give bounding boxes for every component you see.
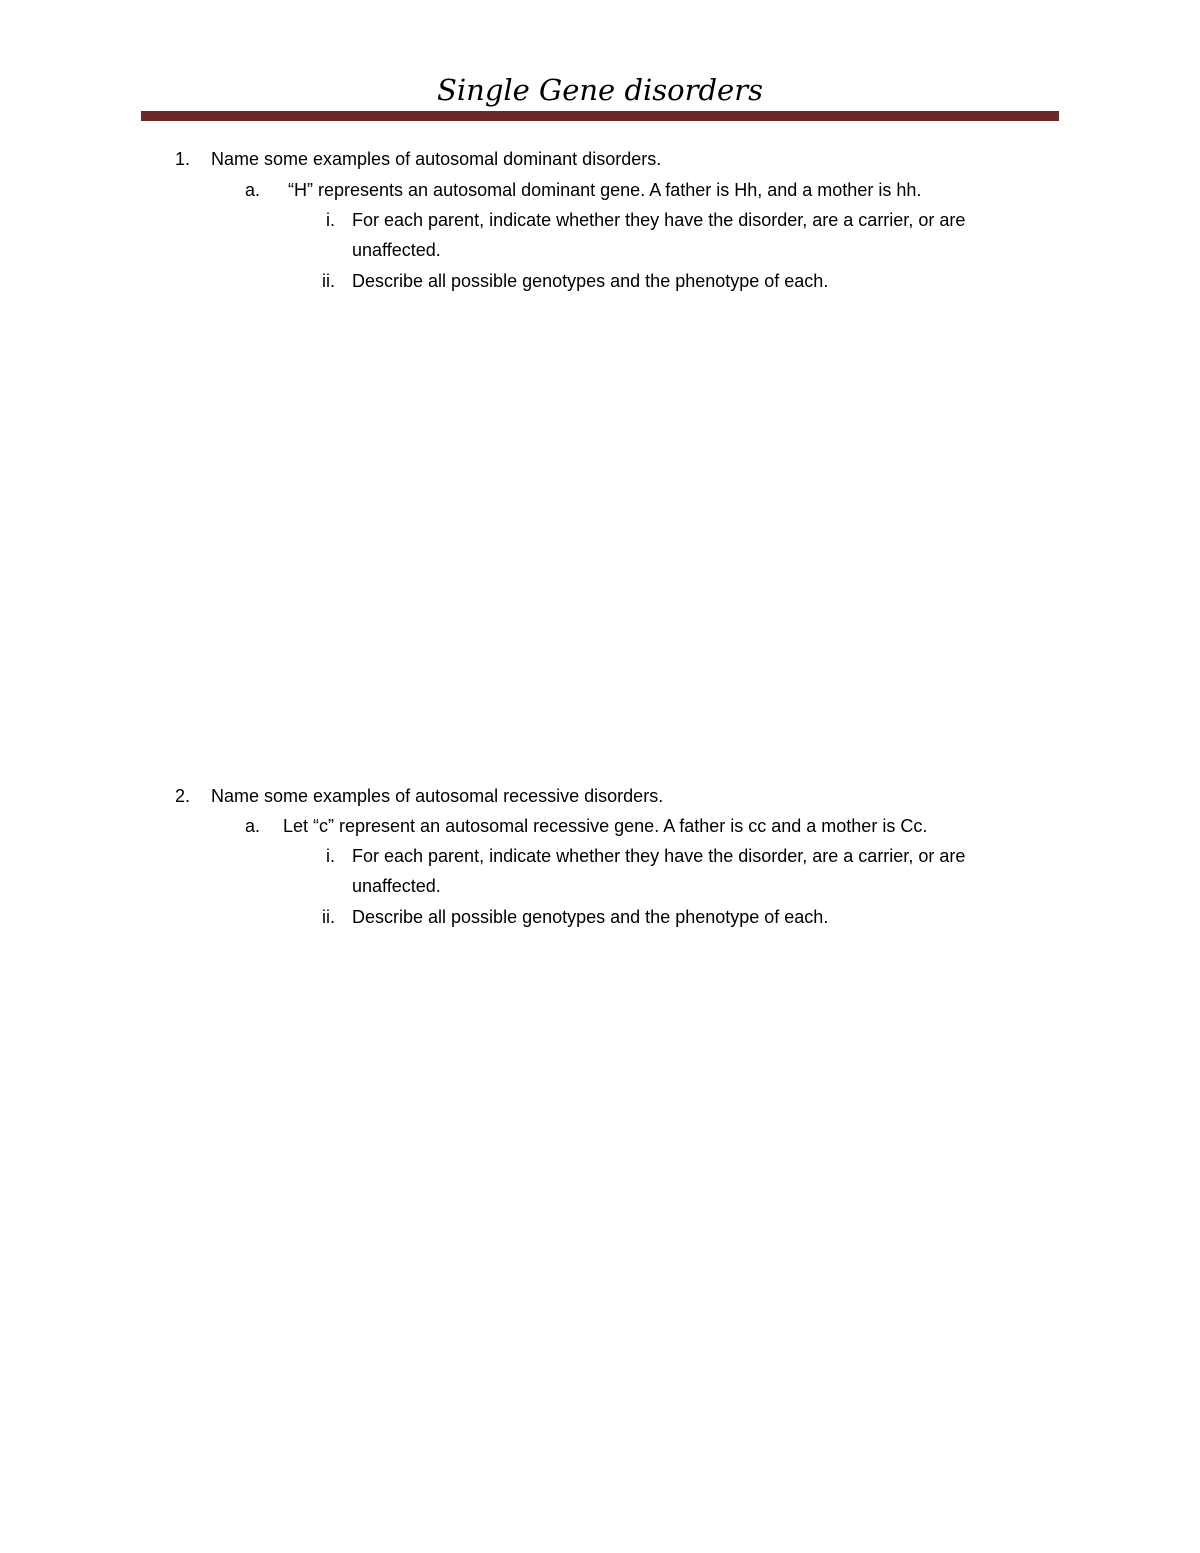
question-text: Name some examples of autosomal recessive disorders.	[211, 786, 664, 806]
sub-question-text: “H” represents an autosomal dominant gene. A father is Hh, and a mother is hh.	[288, 180, 922, 200]
item-text-continued: unaffected.	[352, 876, 441, 896]
item-numeral: ii.	[322, 907, 335, 927]
sub-letter: a.	[244, 180, 260, 200]
item-text: For each parent, indicate whether they have the disorder, are a carrier, or are	[352, 846, 966, 866]
question-number: 2.	[174, 786, 190, 806]
item-numeral: i.	[326, 846, 335, 866]
title-rule	[141, 111, 1059, 121]
item-text: For each parent, indicate whether they have the disorder, are a carrier, or are	[352, 210, 966, 230]
item-text-continued: unaffected.	[352, 240, 441, 260]
item-text: Describe all possible genotypes and the phenotype of each.	[352, 907, 829, 927]
page-title: Single Gene disorders	[437, 73, 763, 107]
sub-question-text: Let “c” represent an autosomal recessive gene. A father is cc and a mother is Cc.	[283, 816, 928, 836]
item-numeral: ii.	[322, 271, 335, 291]
item-numeral: i.	[326, 210, 335, 230]
item-text: Describe all possible genotypes and the phenotype of each.	[352, 271, 829, 291]
question-text: Name some examples of autosomal dominant disorders.	[211, 149, 662, 169]
question-number: 1.	[174, 149, 190, 169]
sub-letter: a.	[244, 816, 260, 836]
